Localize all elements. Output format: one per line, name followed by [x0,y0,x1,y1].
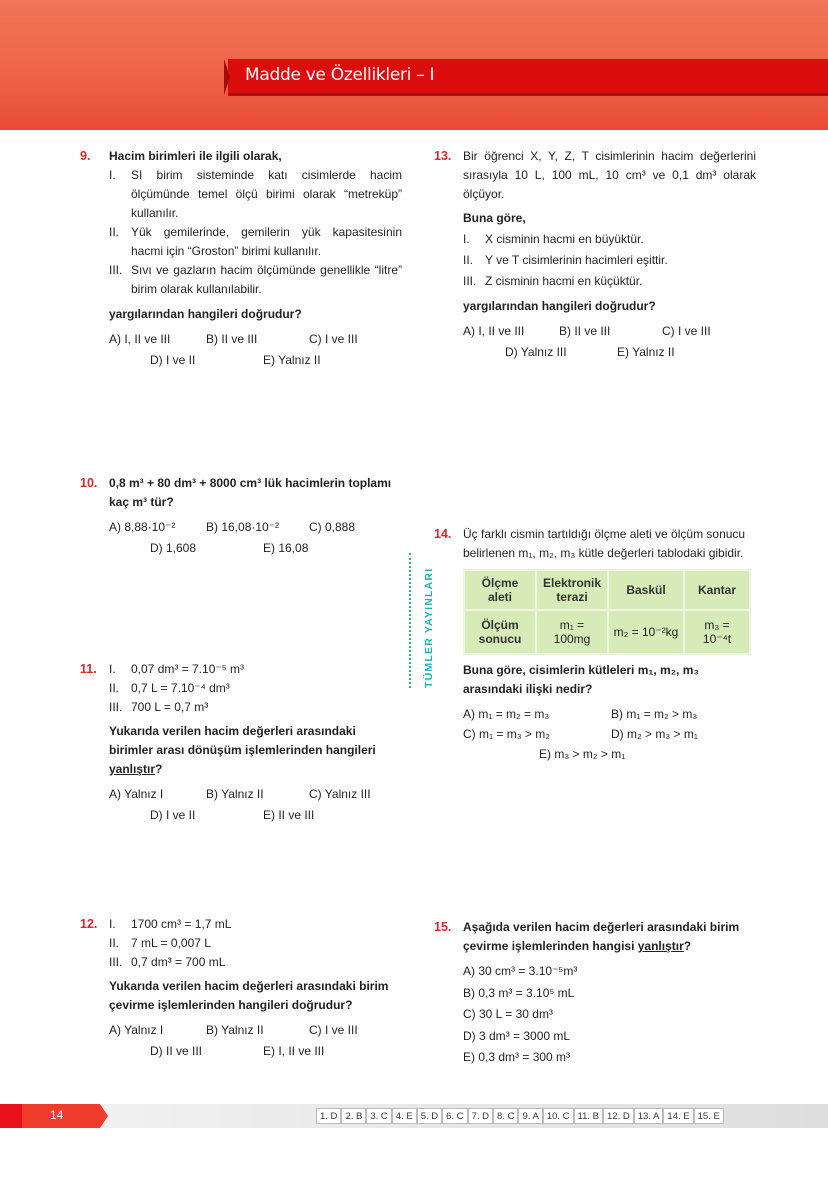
statement: II. 7 mL = 0,007 L [109,936,211,950]
question-12 [80,915,402,1063]
answer-key-item: 5. D [417,1108,442,1124]
statement: I. SI birim sisteminde katı cisimlerde hacim ölçümünde temel ölçü birimi olarak “metreküp” kullanılır. [109,168,402,220]
question-13 [434,147,756,364]
question-10 [80,474,402,560]
option-d[interactable]: D) 1,608 [150,541,197,555]
statement: III. 700 L = 0,7 m³ [109,700,209,714]
question-number: 11. [80,662,97,676]
option-a[interactable]: A) 8,88·10⁻² [109,520,176,534]
option-b[interactable]: B) Yalnız II [206,787,264,801]
option-c[interactable]: C) Yalnız III [309,787,371,801]
option-b[interactable]: B) 16,08·10⁻² [206,520,280,534]
chapter-title: Madde ve Özellikleri – I [245,65,435,85]
answer-key-item: 6. C [442,1108,467,1124]
statement: I. X cisminin hacmi en büyüktür. [463,232,644,246]
question-11 [80,660,402,827]
question-number: 15. [434,920,452,934]
statement: II. 0,7 L = 7.10⁻⁴ dm³ [109,681,230,695]
option-d[interactable]: D) m₂ > m₃ > m₁ [611,727,698,741]
answer-key-item: 1. D [316,1108,341,1124]
chapter-title-ribbon [228,59,828,96]
option-e[interactable]: E) Yalnız II [263,353,321,367]
option-a[interactable]: A) Yalnız I [109,787,164,801]
option-b[interactable]: B) 0,3 m³ = 3.10⁵ mL [463,985,575,1000]
statement: I. 1700 cm³ = 1,7 mL [109,917,232,931]
option-c[interactable]: C) m₁ = m₃ > m₂ [463,727,550,741]
option-c[interactable]: C) I ve III [309,1023,358,1037]
footer-bar [0,1104,828,1128]
option-c[interactable]: C) 0,888 [309,520,356,534]
option-d[interactable]: D) Yalnız III [505,345,567,359]
answer-key-item: 3. C [366,1108,391,1124]
statement: I. 0,07 dm³ = 7.10⁻⁵ m³ [109,662,245,676]
option-e[interactable]: E) I, II ve III [263,1044,325,1058]
option-e[interactable]: E) II ve III [263,808,315,822]
question-stem: Üç farklı cismin tartıldığı ölçme aleti ve ölçüm sonucu belirlenen m₁, m₂, m₃ kütle değerleri tablodaki gibidir. [463,527,746,560]
publisher-watermark: TÜMLER YAYINLARI [409,553,427,688]
answer-options [109,1021,402,1063]
statement: III. Sıvı ve gazların hacim ölçümünde genellikle “litre” birim olarak kullanılabilir. [109,263,402,296]
option-e[interactable]: E) 16,08 [263,541,309,555]
table-header-row: Ölçme aleti Elektronik terazi Baskül Kantar [464,570,750,610]
question-number: 12. [80,917,98,931]
question-number: 9. [80,149,91,163]
option-b[interactable]: B) II ve III [559,324,611,338]
answer-key-item: 9. A [518,1108,542,1124]
option-d[interactable]: D) I ve II [150,808,196,822]
header-banner [0,0,828,130]
option-e[interactable]: E) 0,3 dm³ = 300 m³ [463,1050,571,1064]
answer-key-item: 14. E [663,1108,693,1124]
option-e[interactable]: E) m₃ > m₂ > m₁ [539,747,626,761]
answer-options [463,322,756,364]
option-c[interactable]: C) I ve III [662,324,711,338]
option-d[interactable]: D) I ve II [150,353,196,367]
table-row: Ölçüm sonucu m₁ = 100mg m₂ = 10⁻²kg m₃ = 10⁻⁴t [464,610,750,654]
answer-key-item: 8. C [493,1108,518,1124]
page-number: 14 [50,1108,64,1122]
option-c[interactable]: C) 30 L = 30 dm³ [463,1007,553,1021]
option-b[interactable]: B) II ve III [206,332,258,346]
statement: II. Y ve T cisimlerinin hacimleri eşittir. [463,253,668,267]
page-number-tab [0,1104,100,1128]
question-number: 10. [80,476,98,490]
question-prompt: Aşağıda verilen hacim değerleri arasındaki birim çevirme işlemlerinden hangisi yanlıştır? [463,920,740,953]
question-prompt: Buna göre, cisimlerin kütleleri m₁, m₂, m₃ arasındaki ilişki nedir? [463,663,699,696]
option-c[interactable]: C) I ve III [309,332,358,346]
question-15 [434,918,756,1069]
question-number: 13. [434,149,452,163]
answer-key-item: 12. D [603,1108,634,1124]
option-a[interactable]: A) I, II ve III [109,332,171,346]
question-prompt: Yukarıda verilen hacim değerleri arasındaki birimler arası dönüşüm işlemlerinden hangileri yanlıştır? [109,724,376,776]
statement: II. Yük gemilerinde, gemilerin yük kapasitesinin hacmi için “Groston” birimi kullanılır. [109,225,402,258]
answer-key-item: 7. D [468,1108,493,1124]
question-prompt: yargılarından hangileri doğrudur? [109,307,302,321]
answer-key-item: 13. A [634,1108,664,1124]
option-d[interactable]: D) 3 dm³ = 3000 mL [463,1028,571,1043]
answer-options [463,705,756,769]
option-e[interactable]: E) Yalnız II [617,345,675,359]
answer-key-item: 15. E [694,1108,724,1124]
option-a[interactable]: A) 30 cm³ = 3.10⁻⁵m³ [463,964,578,978]
answer-options [463,961,756,1069]
option-b[interactable]: B) Yalnız II [206,1023,264,1037]
answer-key [316,1108,724,1124]
answer-key-item: 11. B [574,1108,603,1124]
option-d[interactable]: D) II ve III [150,1044,203,1058]
question-stem: 0,8 m³ + 80 dm³ + 8000 cm³ lük hacimlerin toplamı kaç m³ tür? [109,476,392,509]
option-a[interactable]: A) I, II ve III [463,324,525,338]
answer-key-item: 4. E [392,1108,417,1124]
answer-options [109,785,402,827]
question-number: 14. [434,527,452,541]
option-b[interactable]: B) m₁ = m₂ > m₃ [611,707,698,721]
question-prompt: Yukarıda verilen hacim değerleri arasındaki birim çevirme işlemlerinden hangileri doğrudur? [109,979,389,1012]
statement: III. 0,7 dm³ = 700 mL [109,955,226,969]
question-9 [80,147,402,372]
question-lead: Buna göre, [463,211,526,225]
answer-key-item: 2. B [341,1108,366,1124]
measurement-table [463,569,751,655]
option-a[interactable]: A) m₁ = m₂ = m₃ [463,707,550,721]
question-prompt: yargılarından hangileri doğrudur? [463,299,656,313]
answer-options [109,518,402,560]
question-14 [434,525,756,769]
statement: III. Z cisminin hacmi en küçüktür. [463,274,643,288]
option-a[interactable]: A) Yalnız I [109,1023,164,1037]
answer-options [109,330,402,372]
answer-key-item: 10. C [543,1108,574,1124]
question-stem: Bir öğrenci X, Y, Z, T cisimlerinin hacim değerlerini sırasıyla 10 L, 100 mL, 10 cm³ ve 0,1 dm³ olarak ölçüyor. [463,149,756,201]
question-stem: Hacim birimleri ile ilgili olarak, [109,149,282,163]
